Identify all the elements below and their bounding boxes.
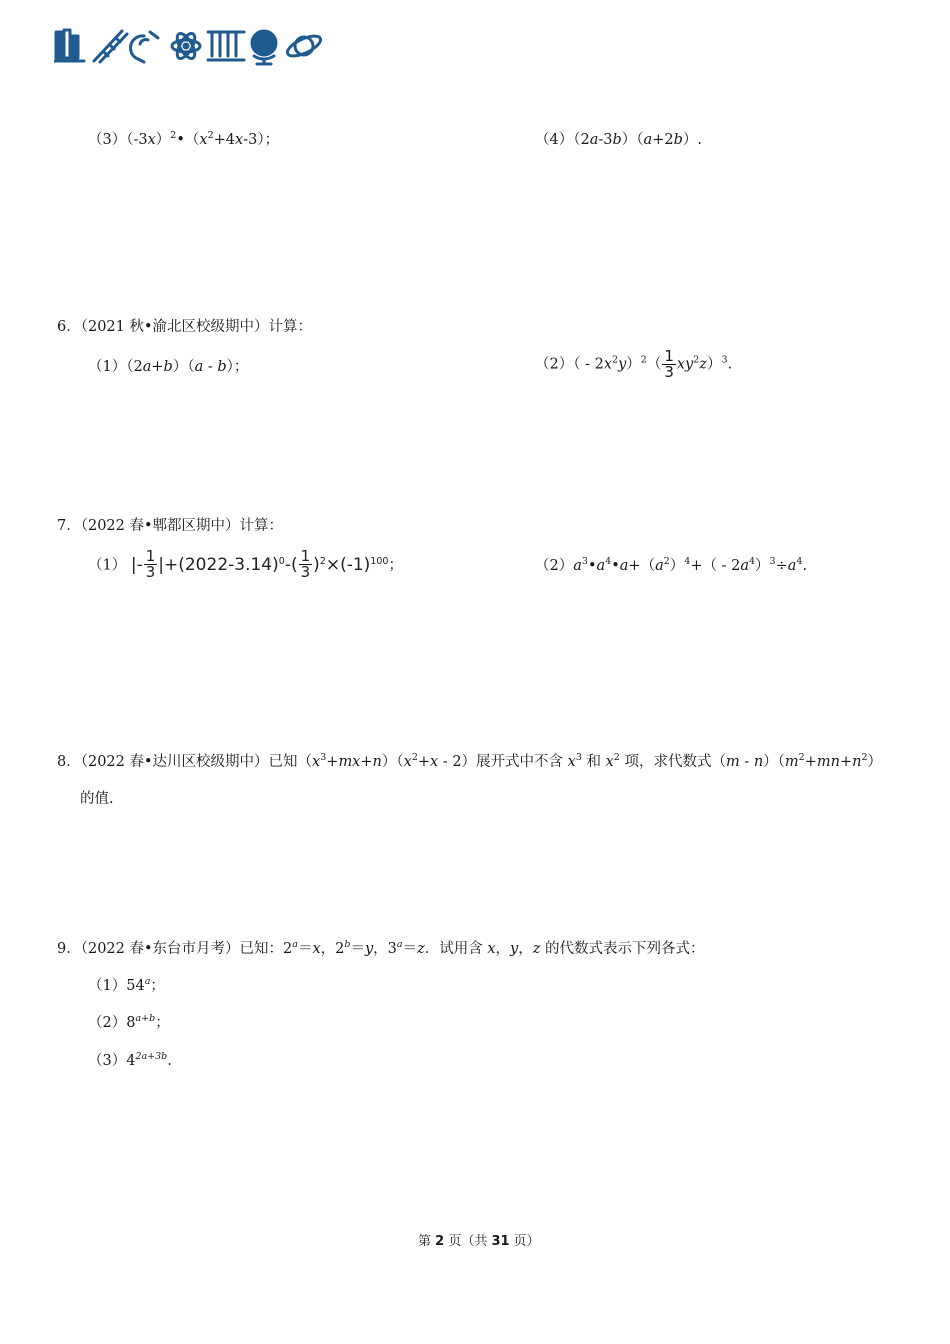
var-a: a	[655, 558, 664, 574]
var-a: a	[787, 558, 797, 574]
expr-text: •	[587, 558, 597, 574]
expr-text: （2	[126, 359, 143, 375]
var-b: b	[217, 359, 227, 375]
expr-text: +	[804, 754, 817, 770]
var-n: n	[372, 754, 382, 770]
footer-text: 页）	[509, 1234, 540, 1249]
var-x: x	[676, 356, 686, 373]
fraction-numerator: 1	[664, 347, 674, 365]
var-y: y	[510, 941, 519, 957]
expr-text: 8．（2022 春•达川区校级期中）已知（	[57, 754, 313, 770]
exponent: 2	[798, 752, 805, 763]
expr-text: ）；	[226, 359, 249, 375]
expr-text: .	[727, 356, 733, 373]
exponent: 3	[769, 556, 776, 567]
expr-text: -	[739, 754, 754, 770]
page-total: 31	[491, 1234, 510, 1249]
q9-part1	[88, 977, 165, 995]
expr-text: ＝	[350, 941, 365, 957]
var-m: m	[784, 754, 799, 770]
q5-part4	[535, 131, 702, 149]
exponent: 2	[613, 752, 620, 763]
exponent: 2	[170, 130, 177, 141]
expr-text: （ - 2	[573, 356, 604, 373]
q6-part2	[535, 349, 732, 380]
expr-text: （	[646, 356, 662, 373]
expr-text: 54	[126, 978, 145, 994]
page-number: 2	[435, 1234, 445, 1249]
exponent: a+b	[135, 1013, 156, 1024]
globe-icon	[252, 31, 276, 64]
expr-text: -(	[284, 554, 298, 575]
expr-text: .	[167, 1053, 172, 1069]
exponent: 4	[605, 556, 612, 567]
expr-text: ÷	[775, 558, 788, 574]
expr-text: 9．（2022 春•东台市月考）已知：2	[57, 941, 293, 957]
atom-icon	[172, 31, 200, 61]
expr-text: )	[313, 554, 320, 575]
fraction-denominator: 3	[145, 563, 156, 581]
var-a: a	[740, 558, 749, 574]
fraction-numerator: 1	[145, 547, 156, 565]
expr-text: ）（	[381, 754, 404, 770]
var-a: a	[142, 359, 152, 375]
q8-line1	[57, 753, 882, 771]
expr-text: ）	[155, 132, 171, 148]
var-x: x	[147, 132, 156, 148]
exponent: 0	[278, 555, 285, 567]
exponent: 2	[663, 556, 670, 567]
q7-part1	[88, 549, 403, 580]
exponent: 2	[207, 130, 214, 141]
exponent: 4	[684, 556, 691, 567]
bookshelf-icon	[54, 30, 84, 61]
expression-image	[130, 547, 389, 581]
expr-text: 项，求代数式（	[619, 754, 726, 770]
fraction-denominator: 3	[664, 363, 674, 381]
expr-text: +	[360, 754, 373, 770]
planet-icon	[285, 32, 324, 60]
q8-line2: 的值.	[80, 791, 114, 807]
test-tubes-icon	[208, 32, 244, 60]
exponent: 3	[320, 752, 327, 763]
expr-text: ，	[495, 941, 510, 957]
fraction	[144, 549, 158, 580]
fraction	[299, 549, 313, 580]
part-number: （2）	[88, 1015, 127, 1031]
exponent: 4	[796, 556, 803, 567]
exponent: 3	[581, 556, 588, 567]
expr-text: 的代数式表示下列各式：	[540, 941, 705, 957]
exponent: 2	[319, 555, 326, 567]
exponent: 2	[612, 354, 619, 366]
expr-text: ）（	[621, 132, 644, 148]
expr-text: （-3	[126, 132, 148, 148]
part-number: （2）	[535, 558, 574, 574]
expr-text: - 2）展开式中不含	[438, 754, 568, 770]
var-x: x	[487, 941, 496, 957]
expr-text: +	[417, 754, 431, 770]
expr-text: ，	[518, 941, 533, 957]
var-b: b	[673, 132, 683, 148]
expr-text: ）	[867, 754, 883, 770]
var-x: x	[603, 356, 613, 373]
var-y: y	[618, 356, 627, 373]
q9-heading	[57, 940, 704, 958]
var-x: x	[235, 132, 244, 148]
q9-part2	[88, 1014, 170, 1032]
q7-heading: 7．（2022 春•郫都区期中）计算：	[57, 518, 284, 534]
expr-text: ．试用含	[424, 941, 488, 957]
var-x: x	[312, 754, 321, 770]
exponent: a	[144, 976, 151, 987]
q9-part3	[88, 1052, 172, 1070]
exponent: b	[344, 939, 351, 950]
var-a: a	[596, 558, 606, 574]
expr-text: ×(-1)	[325, 554, 371, 575]
expr-text: |+(2022-3.14)	[158, 554, 279, 575]
part-number: （1）	[88, 359, 127, 375]
part-number: （3）	[88, 1053, 127, 1069]
var-x: x	[312, 941, 321, 957]
expr-text: （2	[573, 132, 590, 148]
part-number: （4）	[535, 132, 574, 148]
expr-text: +	[326, 754, 339, 770]
expr-text: +（	[628, 558, 656, 574]
var-n: n	[753, 754, 764, 770]
expr-text: ，3	[373, 941, 397, 957]
var-y: y	[685, 356, 694, 373]
var-mn: mn	[816, 754, 840, 770]
q7-part2	[535, 557, 807, 575]
var-z: z	[532, 941, 541, 957]
var-a: a	[573, 558, 582, 574]
expr-text: 8	[126, 1015, 136, 1031]
expr-text: 4	[126, 1053, 136, 1069]
part-number: （3）	[88, 132, 127, 148]
expr-text: -3）；	[243, 132, 280, 148]
var-m: m	[725, 754, 740, 770]
fraction	[662, 349, 676, 380]
var-x: x	[605, 754, 614, 770]
expr-text: -	[203, 359, 218, 375]
part-number: （1）	[88, 557, 127, 574]
part-number: （1）	[88, 978, 127, 994]
expr-text: ；	[150, 978, 165, 994]
expr-text: ）	[669, 558, 685, 574]
expr-text: .	[802, 558, 808, 574]
exponent: 3	[575, 752, 582, 763]
var-x: x	[430, 754, 439, 770]
exponent: 2	[411, 752, 418, 763]
var-a: a	[643, 132, 653, 148]
expr-text: 和	[581, 754, 606, 770]
expr-text: -3	[598, 132, 613, 148]
exponent: a	[292, 939, 298, 950]
var-b: b	[163, 359, 173, 375]
var-x: x	[199, 132, 208, 148]
expr-text: +	[151, 359, 164, 375]
expr-text: ；	[388, 557, 403, 574]
exponent: 2	[640, 354, 647, 366]
expr-text: ）（	[763, 754, 785, 770]
expr-text: +（ - 2	[690, 558, 741, 574]
expr-text: ）	[626, 356, 641, 373]
header-logo	[54, 26, 326, 66]
exponent: 100	[370, 555, 389, 567]
var-z: z	[699, 356, 707, 373]
expr-text: ＝	[402, 941, 418, 957]
expr-text: ）	[755, 558, 770, 574]
expr-text: ）	[706, 356, 722, 373]
magnet-icon	[130, 32, 158, 62]
expr-text: ）.	[682, 132, 702, 148]
ruler-pencil-icon	[94, 31, 127, 62]
q6-part1	[88, 358, 248, 376]
expr-text: ＝	[297, 941, 313, 957]
fraction-numerator: 1	[300, 547, 311, 565]
q6-heading: 6．（2021 秋•渝北区校级期中）计算：	[57, 319, 313, 335]
part-number: （2）	[535, 356, 574, 373]
var-mx: mx	[338, 754, 361, 770]
expr-text: +2	[652, 132, 674, 148]
expr-text: ）（	[172, 359, 195, 375]
footer-text: 第	[418, 1234, 436, 1249]
var-a: a	[194, 359, 204, 375]
expr-text: •（	[176, 132, 200, 148]
q5-part3	[88, 131, 279, 149]
footer-text: 页（共	[444, 1234, 492, 1249]
exponent: 2	[861, 752, 868, 763]
var-b: b	[612, 132, 622, 148]
var-z: z	[417, 941, 425, 957]
expr-text: +	[839, 754, 853, 770]
expr-text: ，2	[320, 941, 345, 957]
expr-text: ；	[155, 1015, 170, 1031]
expr-text: •	[611, 558, 620, 574]
var-a: a	[619, 558, 629, 574]
expr-text: +4	[213, 132, 236, 148]
page-footer	[418, 1230, 540, 1249]
fraction-denominator: 3	[300, 563, 311, 581]
var-x: x	[403, 754, 412, 770]
exponent: 4	[748, 556, 756, 567]
exponent: 3	[721, 354, 728, 366]
var-a: a	[589, 132, 599, 148]
exponent: a	[396, 939, 403, 950]
exponent: 2a+3b	[135, 1051, 168, 1062]
expr-text: |-	[130, 554, 143, 575]
exponent: 2	[693, 354, 700, 366]
var-n: n	[852, 754, 862, 770]
var-x: x	[567, 754, 576, 770]
var-y: y	[364, 941, 374, 957]
